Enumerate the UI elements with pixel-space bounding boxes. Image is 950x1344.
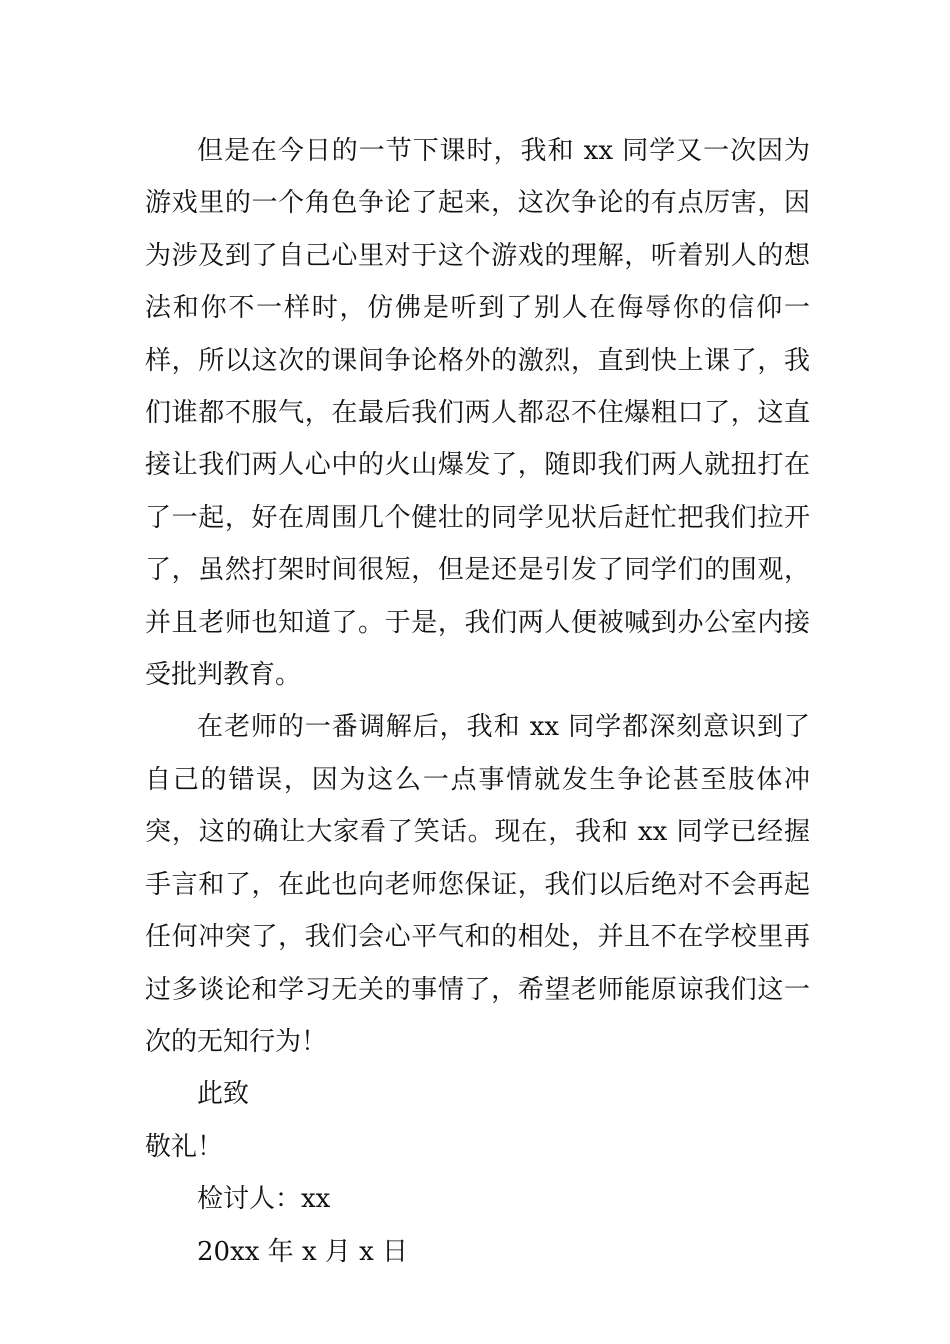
paragraph-incident: 但是在今日的一节下课时，我和 xx 同学又一次因为游戏里的一个角色争论了起来，这次争论的有点厉害，因为涉及到了自己心里对于这个游戏的理解，听着别人的想法和你不一样时，仿佛是听到了别人在侮辱你的信仰一样，所以这次的课间争论格外的激烈，直到快上课了，我们谁都不服气，在最后我们两人都忍不住爆粗口了，这直接让我们两人心中的火山爆发了，随即我们两人就扭打在了一起，好在周围几个健壮的同学见状后赶忙把我们拉开了，虽然打架时间很短，但是还是引发了同学们的围观，并且老师也知道了。于是，我们两人便被喊到办公室内接受批判教育。 [145, 136, 810, 691]
letter-body [145, 125, 810, 1278]
salutation: 敬礼！ [145, 1131, 224, 1162]
signature-line: 检讨人：xx [197, 1184, 331, 1215]
paragraph-apology: 在老师的一番调解后，我和 xx 同学都深刻意识到了自己的错误，因为这么一点事情就发生争论甚至肢体冲突，这的确让大家看了笑话。现在，我和 xx 同学已经握手言和了，在此也向老师您保证，我们以后绝对不会再起任何冲突了，我们会心平气和的相处，并且不在学校里再过多谈论和学习无关的事情了，希望老师能原谅我们这一次的无知行为！ [145, 712, 810, 1057]
closing-phrase: 此致 [197, 1079, 250, 1110]
date-line: 20xx 年 x 月 x 日 [197, 1236, 409, 1267]
